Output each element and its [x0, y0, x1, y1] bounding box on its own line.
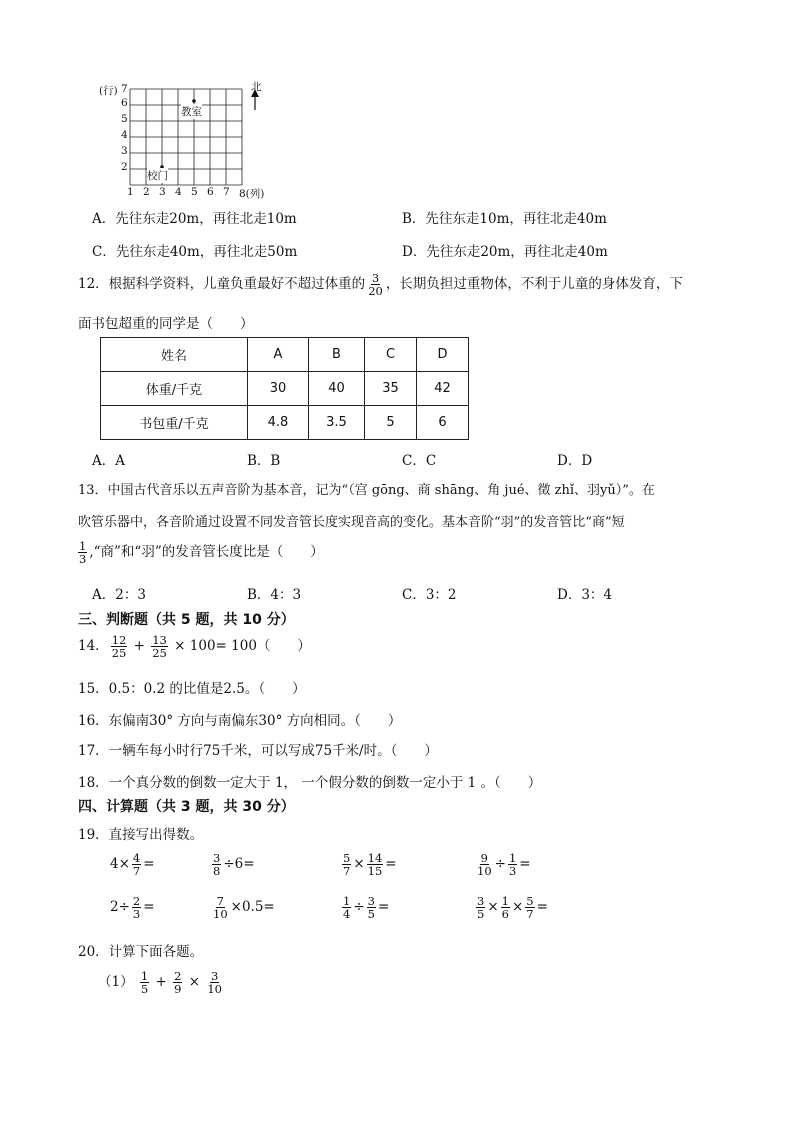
expr-text: ÷6= — [223, 856, 255, 873]
table-cell: 5 — [365, 406, 417, 440]
q11-option-b[interactable]: B．先往东走10m，再往北走40m — [402, 211, 607, 227]
q20-title: 20．计算下面各题。 — [78, 944, 204, 960]
fraction — [501, 895, 510, 920]
q19-expr-4 — [474, 852, 531, 877]
q19-expr-8 — [474, 895, 548, 920]
q13-option-d[interactable]: D．3：4 — [557, 587, 613, 603]
table-cell: 35 — [365, 372, 417, 406]
frac-denominator: 9 — [174, 982, 182, 997]
fraction — [476, 852, 493, 877]
row-tick-4: 4 — [121, 129, 128, 141]
frac-denominator: 5 — [367, 907, 375, 922]
q14-frac-2 — [151, 634, 168, 659]
table-cell: 书包重/千克 — [101, 406, 248, 440]
sub-label: （1） — [98, 974, 134, 991]
q11-option-c[interactable]: C．先往东走40m，再往北走50m — [92, 244, 298, 260]
q12-question — [78, 272, 683, 297]
q13-option-a[interactable]: A．2：3 — [92, 587, 146, 603]
row-tick-2: 2 — [121, 161, 128, 173]
table-cell: 3.5 — [309, 406, 365, 440]
q19-expr-2 — [210, 852, 255, 877]
expr-text: = — [536, 899, 548, 916]
q13-frac-numerator: 1 — [79, 539, 87, 553]
col-tick-5: 5 — [191, 186, 198, 198]
frac-denominator: 6 — [501, 907, 509, 922]
q18: 18．一个真分数的倒数一定大于 1， 一个假分数的倒数一定小于 1 。（ ） — [78, 775, 542, 791]
frac-numerator: 12 — [111, 633, 127, 647]
frac-denominator: 7 — [343, 864, 351, 879]
q12-frac-denominator: 20 — [368, 284, 383, 299]
frac-denominator: 8 — [213, 864, 221, 879]
q19-expr-3 — [340, 852, 397, 877]
expr-text: 4× — [110, 856, 130, 873]
coordinate-grid-figure — [95, 82, 275, 202]
operator: × — [188, 974, 201, 991]
plus-sign: + — [133, 638, 145, 655]
gate-label: 校门 — [147, 170, 168, 182]
operator: × — [487, 899, 499, 916]
fraction — [525, 895, 534, 920]
frac-denominator: 25 — [111, 646, 127, 661]
operator: ÷ — [353, 899, 365, 916]
q19-expr-6 — [210, 895, 275, 920]
frac-denominator: 15 — [367, 864, 383, 879]
frac-numerator: 3 — [477, 894, 485, 908]
section-3-heading: 三、判断题（共 5 题，共 10 分） — [78, 612, 295, 628]
fraction — [367, 852, 384, 877]
fraction — [212, 852, 221, 877]
col-tick-2: 2 — [143, 186, 150, 198]
table-row — [101, 338, 469, 372]
classroom-label: 教室 — [181, 106, 202, 118]
frac-denominator: 10 — [213, 907, 228, 922]
q13-line1: 13．中国古代音乐以五声音阶为基本音，记为“（宫 gōng、商 shāng、角 jué、徵 zhǐ、羽yǔ）”。在 — [78, 483, 655, 498]
row-tick-7: 7 — [121, 83, 128, 95]
q12-frac-numerator: 3 — [371, 271, 380, 285]
col-tick-4: 4 — [175, 186, 182, 198]
q12-text-b: ，长期负担过重物体，不利于儿童的身体发育，下 — [385, 276, 683, 293]
frac-numerator: 2 — [132, 894, 141, 908]
operator: ÷ — [494, 856, 506, 873]
frac-denominator: 7 — [132, 864, 141, 879]
q12-option-c[interactable]: C．C — [402, 453, 437, 469]
q13-line3 — [76, 540, 324, 565]
frac-numerator: 14 — [367, 851, 383, 865]
table-header-cell: B — [309, 338, 365, 372]
classroom-point — [192, 99, 196, 103]
q14-frac-1 — [111, 634, 128, 659]
q19-expr-1 — [110, 852, 155, 877]
expr-text: ×0.5= — [230, 899, 275, 916]
frac-numerator: 7 — [216, 894, 224, 908]
row-axis-label: (行) — [99, 85, 118, 97]
col-tick-6: 6 — [207, 186, 214, 198]
fraction — [206, 970, 223, 995]
table-row — [101, 372, 469, 406]
fraction — [342, 895, 351, 920]
frac-denominator: 5 — [477, 907, 485, 922]
table-header-cell: D — [417, 338, 469, 372]
frac-numerator: 2 — [174, 969, 182, 983]
q19-expr-5 — [110, 895, 155, 920]
col-tick-3: 3 — [159, 186, 166, 198]
q17: 17．一辆车每小时行75千米，可以写成75千米/时。（ ） — [78, 743, 438, 759]
table-cell: 体重/千克 — [101, 372, 248, 406]
expr-text: = — [377, 899, 390, 916]
frac-numerator: 1 — [508, 851, 517, 865]
q13-frac-denominator: 3 — [79, 552, 87, 567]
table-cell: 42 — [417, 372, 469, 406]
table-cell: 30 — [248, 372, 309, 406]
q16: 16．东偏南30° 方向与南偏东30° 方向相同。（ ） — [78, 713, 402, 729]
frac-denominator: 10 — [207, 982, 222, 997]
table-header-cell: A — [248, 338, 309, 372]
q15: 15．0.5：0.2 的比值是2.5。（ ） — [78, 681, 306, 697]
table-cell: 6 — [417, 406, 469, 440]
expr-text: = — [143, 856, 155, 873]
frac-denominator: 7 — [526, 907, 534, 922]
q12-option-b[interactable]: B．B — [247, 453, 281, 469]
col-tick-1: 1 — [127, 186, 134, 198]
col-tick-7: 7 — [223, 186, 230, 198]
q11-option-d[interactable]: D．先往东走20m，再往北走40m — [402, 244, 608, 260]
q14 — [78, 634, 311, 659]
q13-option-c[interactable]: C．3：2 — [402, 587, 457, 603]
q12-option-d[interactable]: D．D — [557, 453, 593, 469]
bag-weight-table — [100, 337, 469, 440]
frac-denominator: 3 — [508, 864, 517, 879]
table-cell: 40 — [309, 372, 365, 406]
frac-numerator: 1 — [501, 894, 509, 908]
q13-fraction — [78, 540, 87, 565]
fraction — [173, 970, 182, 995]
frac-denominator: 5 — [140, 982, 149, 997]
frac-numerator: 13 — [152, 633, 167, 647]
frac-denominator: 4 — [343, 907, 351, 922]
frac-numerator: 4 — [132, 851, 141, 865]
frac-denominator: 25 — [152, 646, 167, 661]
frac-numerator: 5 — [343, 851, 351, 865]
fraction — [342, 852, 351, 877]
q19-title: 19．直接写出得数。 — [78, 827, 204, 843]
q11-option-a[interactable]: A．先往东走20m，再往北走10m — [92, 211, 297, 227]
frac-numerator: 1 — [343, 894, 351, 908]
table-row — [101, 406, 469, 440]
q12-line2: 面书包超重的同学是（ ） — [78, 316, 254, 332]
q19-expr-7 — [340, 895, 389, 920]
q12-fraction — [367, 272, 384, 297]
frac-numerator: 1 — [140, 969, 149, 983]
expr-text: = — [143, 899, 155, 916]
col-axis-label: 8(列) — [239, 188, 265, 200]
frac-numerator: 9 — [480, 851, 488, 865]
table-header-cell: C — [365, 338, 417, 372]
fraction — [508, 852, 517, 877]
frac-numerator: 3 — [213, 851, 221, 865]
operator: × — [511, 899, 524, 916]
frac-numerator: 5 — [526, 894, 534, 908]
frac-numerator: 3 — [367, 894, 375, 908]
fraction — [132, 852, 141, 877]
table-cell: 4.8 — [248, 406, 309, 440]
operator: + — [155, 974, 167, 991]
row-tick-6: 6 — [121, 97, 128, 109]
expr-text: 2÷ — [110, 899, 130, 916]
q12-text-a: 12．根据科学资料，儿童负重最好不超过体重的 — [78, 276, 366, 293]
row-tick-3: 3 — [121, 145, 128, 157]
row-tick-5: 5 — [121, 113, 128, 125]
fraction — [132, 895, 141, 920]
q13-option-b[interactable]: B．4：3 — [247, 587, 302, 603]
fraction — [140, 970, 149, 995]
north-label: 北 — [251, 81, 262, 93]
q20-sub1 — [98, 970, 225, 995]
expr-text: = — [385, 856, 397, 873]
table-header-cell: 姓名 — [101, 338, 248, 372]
q13-line2: 吹管乐器中，各音阶通过设置不同发音管长度实现音高的变化。基本音阶“羽”的发音管比“商”短 — [78, 515, 625, 530]
frac-numerator: 3 — [211, 969, 219, 983]
fraction — [367, 895, 376, 920]
q12-option-a[interactable]: A．A — [92, 453, 125, 469]
expr-text: = — [519, 856, 531, 873]
q13-line3-text: ,“商”和“羽”的发音管长度比是（ ） — [89, 544, 324, 561]
fraction — [476, 895, 485, 920]
section-4-heading: 四、计算题（共 3 题，共 30 分） — [78, 799, 295, 815]
q14-rest: × 100= 100（ ） — [174, 638, 311, 655]
fraction — [212, 895, 229, 920]
operator: × — [353, 856, 365, 873]
frac-denominator: 10 — [477, 864, 492, 879]
q14-num: 14． — [78, 638, 109, 655]
frac-denominator: 3 — [132, 907, 141, 922]
